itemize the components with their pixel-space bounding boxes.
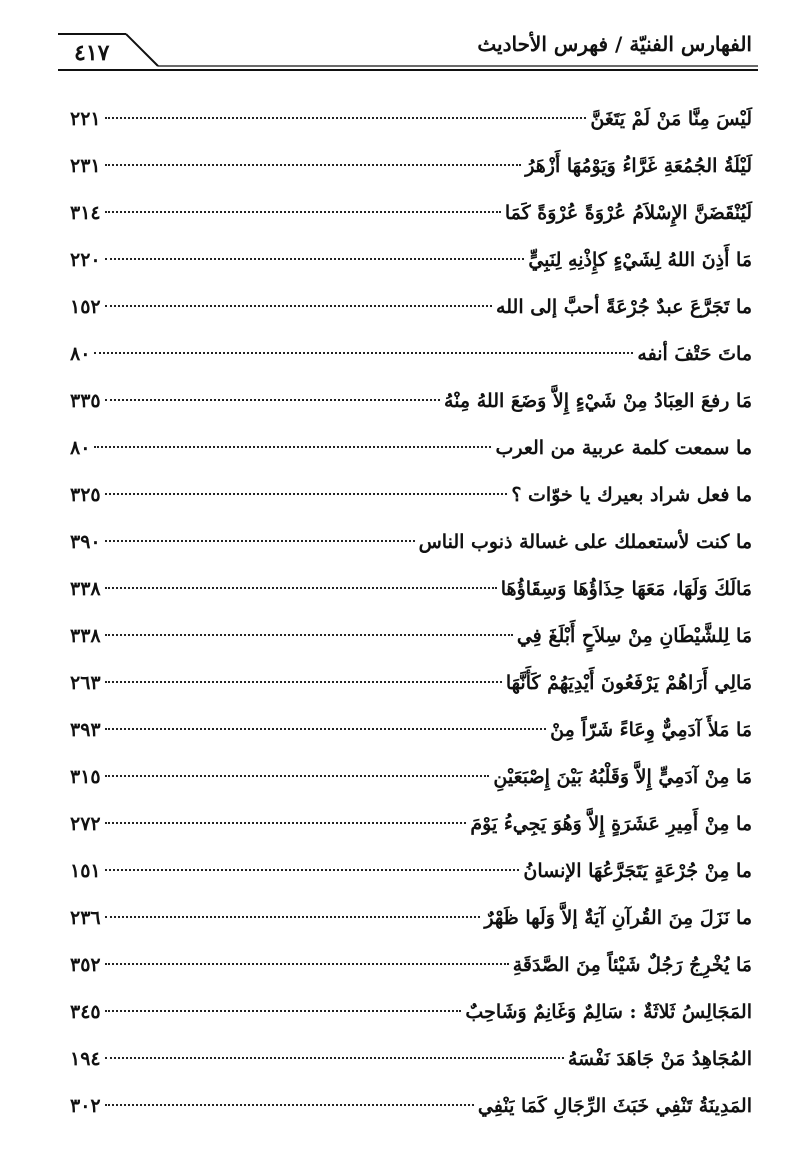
entry-leader-dots (105, 634, 513, 636)
entry-page-number: ٣٠٢ (70, 1095, 101, 1117)
entry-hadith-text: مَا لِلشَّيْطَانِ مِنْ سِلاَحٍ أَبْلَغَ فِي (516, 625, 752, 647)
entry-hadith-text: ما مِنْ أَمِيرِ عَشَرَةٍ إِلاَّ وَهُوَ يَجِيءُ يَوْمَ (470, 813, 752, 835)
entry-hadith-text: مَا رفعَ العِبَادُ مِنْ شَيْءٍ إِلاَّ وَضَعَ اللهُ مِنْهُ (444, 390, 752, 412)
entry-page-number: ٨٠ (70, 437, 91, 459)
index-entry (70, 1083, 752, 1130)
entry-page-number: ١٥١ (70, 860, 101, 882)
index-entry (70, 190, 752, 237)
page-number: ٤١٧ (74, 40, 110, 66)
entry-page-number: ٣٩٣ (70, 719, 101, 741)
index-entry (70, 472, 752, 519)
entry-page-number: ١٩٤ (70, 1048, 101, 1070)
running-title: الفهارس الفنيّة / فهرس الأحاديث (477, 32, 752, 56)
entry-page-number: ٢٣٦ (70, 907, 101, 929)
index-entry (70, 519, 752, 566)
entry-leader-dots (94, 446, 491, 448)
index-entry (70, 754, 752, 801)
entry-page-number: ٣١٤ (70, 202, 101, 224)
entry-leader-dots (105, 728, 547, 730)
entry-hadith-text: ما كنت لأستعملك على غسالة ذنوب الناس (418, 531, 752, 553)
entry-page-number: ٢٧٢ (70, 813, 101, 835)
entry-hadith-text: مَا أَذِنَ اللهُ لِشَيْءٍ كإِذْنِهِ لِنَبِيٍّ (528, 249, 752, 271)
entry-leader-dots (105, 211, 501, 213)
index-entry (70, 237, 752, 284)
index-entry (70, 284, 752, 331)
entry-hadith-text: لَيْلَةُ الجُمُعَةِ غَرَّاءُ وَيَوْمُهَا أَزْهَرُ (525, 155, 752, 177)
entry-leader-dots (105, 1057, 564, 1059)
entry-hadith-text: ماتَ حَتْفَ أنفه (637, 343, 752, 365)
entry-hadith-text: مَالَكَ وَلَهَا، مَعَهَا حِذَاؤُهَا وَسِقَاؤُهَا (500, 578, 752, 600)
index-entries (70, 96, 752, 1130)
index-entry (70, 895, 752, 942)
entry-hadith-text: مَالِي أَرَاهُمْ يَرْفَعُونَ أَيْدِيَهُمْ كَأَنَّهَا (505, 672, 752, 694)
entry-leader-dots (105, 1010, 462, 1012)
index-entry (70, 143, 752, 190)
index-entry (70, 566, 752, 613)
entry-page-number: ٣٣٨ (70, 578, 101, 600)
entry-hadith-text: لَيُنْقَضَنَّ الإِسْلاَمُ عُرْوَةً عُرْوَةً كَمَا (504, 202, 752, 224)
entry-leader-dots (105, 869, 520, 871)
entry-page-number: ١٥٢ (70, 296, 101, 318)
index-entry (70, 1036, 752, 1083)
entry-page-number: ٨٠ (70, 343, 91, 365)
entry-leader-dots (105, 1104, 474, 1106)
index-entry (70, 660, 752, 707)
index-entry (70, 96, 752, 143)
entry-leader-dots (105, 963, 509, 965)
entry-page-number: ٢٢١ (70, 108, 101, 130)
index-entry (70, 613, 752, 660)
entry-page-number: ٣٩٠ (70, 531, 101, 553)
entry-leader-dots (105, 164, 522, 166)
entry-hadith-text: المَجَالِسُ ثَلاثَةٌ : سَالِمٌ وَغَانِمٌ وَشَاحِبٌ (465, 1001, 752, 1023)
entry-leader-dots (105, 587, 497, 589)
entry-leader-dots (94, 352, 633, 354)
entry-hadith-text: ما تَجَرَّعَ عبدٌ جُرْعَةً أحبَّ إلى الله (496, 296, 752, 318)
index-entry (70, 942, 752, 989)
entry-page-number: ٣٣٥ (70, 390, 101, 412)
entry-page-number: ٣٤٥ (70, 1001, 101, 1023)
entry-page-number: ٣١٥ (70, 766, 101, 788)
index-entry (70, 331, 752, 378)
index-entry (70, 707, 752, 754)
index-entry (70, 378, 752, 425)
index-entry (70, 801, 752, 848)
index-entry (70, 989, 752, 1036)
entry-hadith-text: المَدِينَةُ تَنْفِي خَبَثَ الرِّجَالِ كَمَا يَنْفِي (477, 1095, 752, 1117)
entry-leader-dots (105, 681, 502, 683)
entry-page-number: ٢٢٠ (70, 249, 101, 271)
entry-hadith-text: لَيْسَ مِنَّا مَنْ لَمْ يَتَغَنَّ (590, 108, 752, 130)
entry-hadith-text: ما فعل شراد بعيرك يا خوّات ؟ (511, 484, 752, 506)
entry-leader-dots (105, 916, 481, 918)
entry-page-number: ٢٦٣ (70, 672, 101, 694)
entry-hadith-text: ما نَزَلَ مِنَ القُرآنِ آيَةٌ إلاَّ وَلَها ظَهْرٌ (484, 907, 752, 929)
entry-hadith-text: مَا يُخْرِجُ رَجُلٌ شَيْئاً مِنَ الصَّدَقَةِ (512, 954, 752, 976)
index-entry (70, 848, 752, 895)
entry-leader-dots (105, 822, 467, 824)
entry-page-number: ٢٣١ (70, 155, 101, 177)
index-entry (70, 425, 752, 472)
page-header (58, 30, 758, 72)
entry-hadith-text: ما مِنْ جُرْعَةٍ يَتَجَرَّعُهَا الإنسانُ (523, 860, 752, 882)
entry-leader-dots (105, 540, 415, 542)
entry-hadith-text: مَا مِنْ آدَمِيٍّ إِلاَّ وَقَلْبُهُ بَيْنَ إِصْبَعَيْنِ (493, 766, 752, 788)
entry-leader-dots (105, 399, 440, 401)
entry-page-number: ٣٢٥ (70, 484, 101, 506)
entry-hadith-text: المُجَاهِدُ مَنْ جَاهَدَ نَفْسَهُ (567, 1048, 752, 1070)
entry-leader-dots (105, 117, 587, 119)
entry-leader-dots (105, 493, 508, 495)
entry-hadith-text: ما سمعت كلمة عربية من العرب (495, 437, 752, 459)
entry-page-number: ٣٣٨ (70, 625, 101, 647)
entry-page-number: ٣٥٢ (70, 954, 101, 976)
entry-leader-dots (105, 258, 525, 260)
entry-leader-dots (105, 775, 490, 777)
entry-leader-dots (105, 305, 492, 307)
entry-hadith-text: مَا مَلأَ آدَمِيٌّ وِعَاءً شَرّاً مِنْ (550, 719, 752, 741)
